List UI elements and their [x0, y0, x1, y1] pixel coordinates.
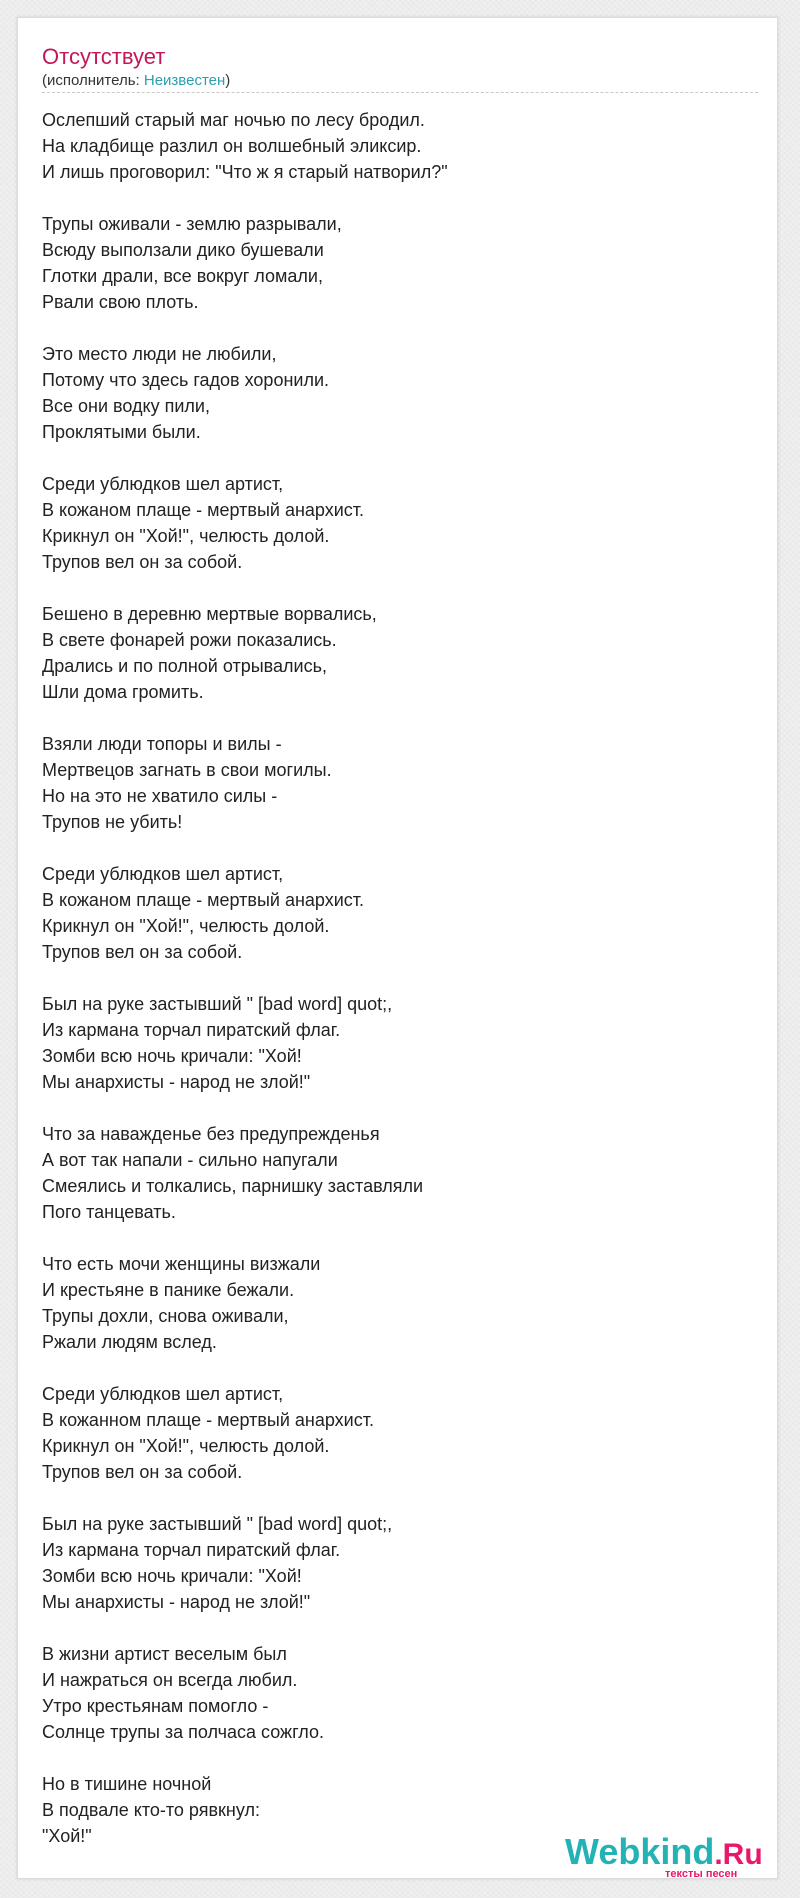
- lyrics-line: Был на руке застывший " [bad word] quot;,: [42, 994, 393, 1014]
- lyrics-line: Потому что здесь гадов хоронили.: [42, 370, 330, 390]
- lyrics-stanza: [42, 1641, 758, 1745]
- lyrics-line: Но в тишине ночной: [42, 1774, 212, 1794]
- lyrics-line: Трупов вел он за собой.: [42, 942, 243, 962]
- lyrics-stanza: [42, 1121, 758, 1225]
- lyrics-line: Взяли люди топоры и вилы -: [42, 734, 282, 754]
- site-logo[interactable]: [565, 1832, 775, 1882]
- logo-suffix: .Ru: [714, 1838, 763, 1871]
- lyrics-line: В подвале кто-то рявкнул:: [42, 1800, 260, 1820]
- lyrics-line: Рвали свою плоть.: [42, 292, 199, 312]
- lyrics-line: Трупы дохли, снова оживали,: [42, 1306, 289, 1326]
- lyrics-line: Что за наважденье без предупрежденья: [42, 1124, 380, 1144]
- lyrics-line: Что есть мочи женщины визжали: [42, 1254, 321, 1274]
- lyrics-line: Крикнул он "Хой!", челюсть долой.: [42, 916, 330, 936]
- lyrics-line: Из кармана торчал пиратский флаг.: [42, 1020, 341, 1040]
- lyrics-line: Среди ублюдков шел артист,: [42, 474, 284, 494]
- lyrics-line: Утро крестьянам помогло -: [42, 1696, 269, 1716]
- lyrics-line: Трупов вел он за собой.: [42, 1462, 243, 1482]
- lyrics-line: Трупов вел он за собой.: [42, 552, 243, 572]
- lyrics-line: Но на это не хватило силы -: [42, 786, 278, 806]
- lyrics-line: И нажраться он всегда любил.: [42, 1670, 298, 1690]
- lyrics-line: И лишь проговорил: "Что ж я старый натворил?": [42, 162, 448, 182]
- lyrics-line: На кладбище разлил он волшебный эликсир.: [42, 136, 422, 156]
- lyrics-line: Бешено в деревню мертвые ворвались,: [42, 604, 377, 624]
- lyrics-line: Мертвецов загнать в свои могилы.: [42, 760, 332, 780]
- lyrics-stanza: [42, 731, 758, 835]
- lyrics-stanza: [42, 1381, 758, 1485]
- lyrics-line: А вот так напали - сильно напугали: [42, 1150, 338, 1170]
- lyrics-line: Всюду выползали дико бушевали: [42, 240, 324, 260]
- lyrics-stanza: [42, 991, 758, 1095]
- lyrics-stanza: [42, 861, 758, 965]
- lyrics-line: Это место люди не любили,: [42, 344, 277, 364]
- lyrics-line: Смеялись и толкались, парнишку заставляли: [42, 1176, 424, 1196]
- lyrics-line: Среди ублюдков шел артист,: [42, 864, 284, 884]
- lyrics-line: И крестьяне в панике бежали.: [42, 1280, 295, 1300]
- lyrics-line: Был на руке застывший " [bad word] quot;,: [42, 1514, 393, 1534]
- lyrics-line: Все они водку пили,: [42, 396, 210, 416]
- lyrics-line: "Хой!": [42, 1826, 92, 1846]
- performer-prefix: (исполнитель:: [42, 72, 144, 89]
- performer-suffix: ): [225, 72, 231, 89]
- lyrics-line: Мы анархисты - народ не злой!": [42, 1072, 311, 1092]
- lyrics-stanza: [42, 211, 758, 315]
- lyrics-line: В кожаном плаще - мертвый анархист.: [42, 890, 365, 910]
- lyrics-stanza: [42, 601, 758, 705]
- song-title: Отсутствует: [42, 44, 166, 69]
- lyrics-line: Из кармана торчал пиратский флаг.: [42, 1540, 341, 1560]
- lyrics-line: Трупов не убить!: [42, 812, 183, 832]
- lyrics-line: Ослепший старый маг ночью по лесу бродил.: [42, 110, 425, 130]
- lyrics-line: Ржали людям вслед.: [42, 1332, 217, 1352]
- performer-link[interactable]: Неизвестен: [143, 72, 226, 89]
- lyrics-line: Зомби всю ночь кричали: "Хой!: [42, 1566, 302, 1586]
- lyrics-line: Крикнул он "Хой!", челюсть долой.: [42, 1436, 330, 1456]
- lyrics-line: Проклятыми были.: [42, 422, 201, 442]
- lyrics-line: В жизни артист веселым был: [42, 1644, 287, 1664]
- lyrics-line: Мы анархисты - народ не злой!": [42, 1592, 311, 1612]
- lyrics-stanza: [42, 341, 758, 445]
- lyrics-stanza: [42, 1511, 758, 1615]
- lyrics-line: Среди ублюдков шел артист,: [42, 1384, 284, 1404]
- lyrics-line: Дрались и по полной отрывались,: [42, 656, 327, 676]
- lyrics-line: Шли дома громить.: [42, 682, 204, 702]
- lyrics-stanza: [42, 471, 758, 575]
- lyrics-card: [17, 17, 778, 1879]
- lyrics-stanza: [42, 107, 758, 185]
- lyrics-text: [42, 107, 758, 1875]
- title-divider: [42, 92, 758, 93]
- lyrics-line: Трупы оживали - землю разрывали,: [42, 214, 342, 234]
- lyrics-stanza: [42, 1251, 758, 1355]
- performer-info: [42, 72, 230, 90]
- lyrics-line: В кожанном плаще - мертвый анархист.: [42, 1410, 374, 1430]
- lyrics-line: Пого танцевать.: [42, 1202, 176, 1222]
- lyrics-line: В кожаном плаще - мертвый анархист.: [42, 500, 365, 520]
- lyrics-line: Солнце трупы за полчаса сожгло.: [42, 1722, 324, 1742]
- lyrics-line: В свете фонарей рожи показались.: [42, 630, 337, 650]
- lyrics-line: Крикнул он "Хой!", челюсть долой.: [42, 526, 330, 546]
- logo-tagline: тексты песен: [665, 1868, 738, 1880]
- lyrics-line: Зомби всю ночь кричали: "Хой!: [42, 1046, 302, 1066]
- logo-name: Webkind: [565, 1831, 715, 1872]
- lyrics-line: Глотки драли, все вокруг ломали,: [42, 266, 323, 286]
